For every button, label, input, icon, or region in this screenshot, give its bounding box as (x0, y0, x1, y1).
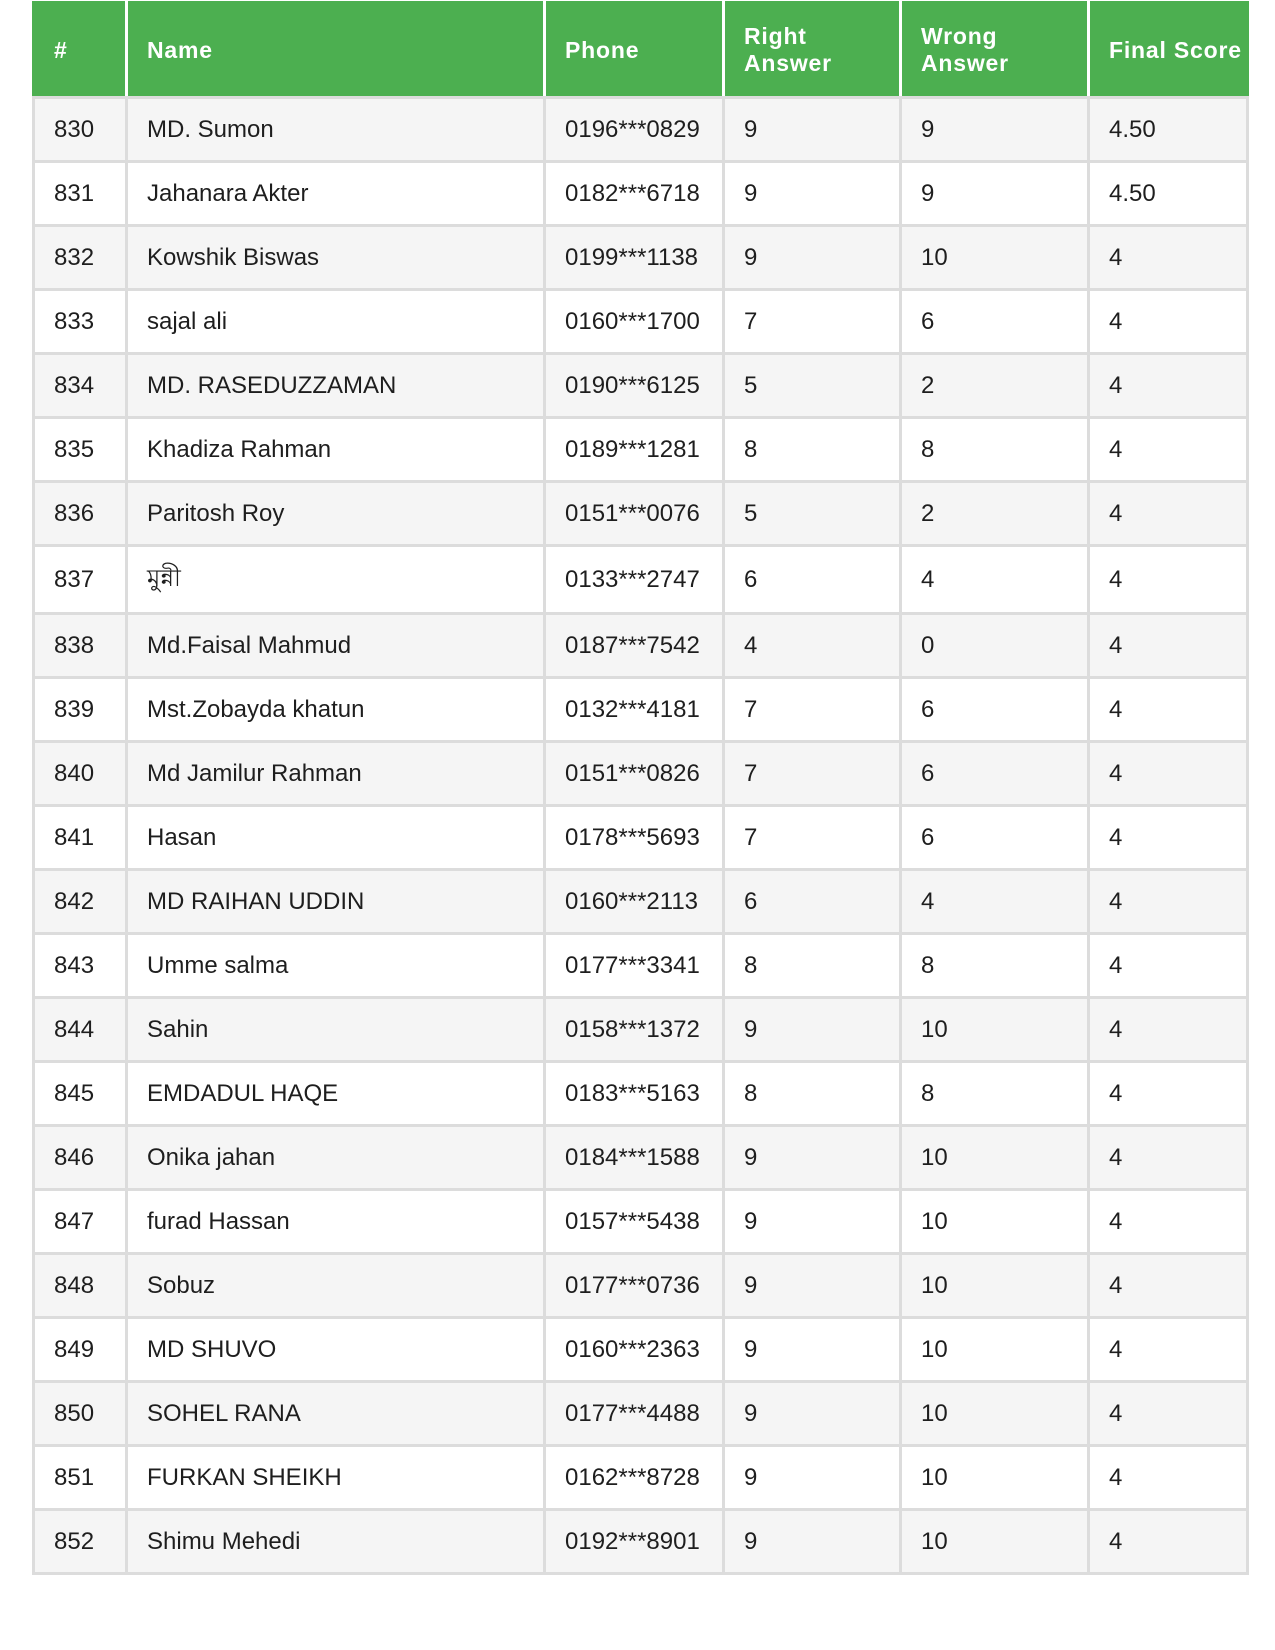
cell-wrong-answer: 8 (901, 934, 1089, 998)
cell-final-score: 4.50 (1089, 98, 1248, 162)
table-row (34, 482, 1248, 546)
cell-final-score: 4 (1089, 678, 1248, 742)
cell-index: 850 (34, 1382, 127, 1446)
table-header (34, 3, 1248, 98)
cell-wrong-answer: 6 (901, 742, 1089, 806)
cell-right-answer: 7 (724, 290, 901, 354)
cell-right-answer: 8 (724, 418, 901, 482)
cell-final-score: 4 (1089, 482, 1248, 546)
cell-final-score: 4 (1089, 226, 1248, 290)
cell-name: Kowshik Biswas (127, 226, 545, 290)
cell-phone: 0190***6125 (545, 354, 724, 418)
cell-index: 836 (34, 482, 127, 546)
table-row (34, 1318, 1248, 1382)
cell-phone: 0182***6718 (545, 162, 724, 226)
table-row (34, 1190, 1248, 1254)
cell-name: Md Jamilur Rahman (127, 742, 545, 806)
cell-phone: 0183***5163 (545, 1062, 724, 1126)
cell-wrong-answer: 10 (901, 1510, 1089, 1574)
cell-index: 842 (34, 870, 127, 934)
cell-name: SOHEL RANA (127, 1382, 545, 1446)
cell-index: 833 (34, 290, 127, 354)
cell-phone: 0192***8901 (545, 1510, 724, 1574)
cell-name: EMDADUL HAQE (127, 1062, 545, 1126)
cell-right-answer: 8 (724, 934, 901, 998)
cell-phone: 0157***5438 (545, 1190, 724, 1254)
header-wrong-answer[interactable]: Wrong Answer (901, 3, 1089, 98)
results-table (32, 1, 1249, 1575)
cell-index: 834 (34, 354, 127, 418)
cell-right-answer: 7 (724, 678, 901, 742)
cell-final-score: 4 (1089, 998, 1248, 1062)
cell-wrong-answer: 8 (901, 418, 1089, 482)
cell-final-score: 4 (1089, 806, 1248, 870)
cell-index: 831 (34, 162, 127, 226)
cell-wrong-answer: 9 (901, 98, 1089, 162)
cell-wrong-answer: 4 (901, 870, 1089, 934)
cell-phone: 0177***4488 (545, 1382, 724, 1446)
table-row (34, 1254, 1248, 1318)
cell-name: Onika jahan (127, 1126, 545, 1190)
cell-index: 838 (34, 614, 127, 678)
cell-name: furad Hassan (127, 1190, 545, 1254)
table-row (34, 1382, 1248, 1446)
table-body (34, 98, 1248, 1574)
cell-phone: 0177***3341 (545, 934, 724, 998)
cell-final-score: 4 (1089, 1446, 1248, 1510)
cell-final-score: 4 (1089, 934, 1248, 998)
cell-phone: 0160***1700 (545, 290, 724, 354)
cell-right-answer: 7 (724, 742, 901, 806)
table-row (34, 1510, 1248, 1574)
cell-wrong-answer: 8 (901, 1062, 1089, 1126)
cell-index: 852 (34, 1510, 127, 1574)
cell-wrong-answer: 4 (901, 546, 1089, 614)
cell-wrong-answer: 10 (901, 1318, 1089, 1382)
table-row (34, 418, 1248, 482)
cell-phone: 0151***0826 (545, 742, 724, 806)
cell-phone: 0132***4181 (545, 678, 724, 742)
cell-right-answer: 5 (724, 354, 901, 418)
cell-phone: 0184***1588 (545, 1126, 724, 1190)
table-row (34, 614, 1248, 678)
cell-index: 837 (34, 546, 127, 614)
cell-name: FURKAN SHEIKH (127, 1446, 545, 1510)
cell-name: Umme salma (127, 934, 545, 998)
cell-wrong-answer: 0 (901, 614, 1089, 678)
cell-index: 845 (34, 1062, 127, 1126)
cell-final-score: 4 (1089, 1062, 1248, 1126)
cell-phone: 0160***2363 (545, 1318, 724, 1382)
table-row (34, 998, 1248, 1062)
cell-wrong-answer: 10 (901, 1382, 1089, 1446)
cell-final-score: 4 (1089, 1190, 1248, 1254)
table-row (34, 806, 1248, 870)
cell-phone: 0133***2747 (545, 546, 724, 614)
cell-phone: 0151***0076 (545, 482, 724, 546)
cell-right-answer: 9 (724, 1126, 901, 1190)
cell-phone: 0162***8728 (545, 1446, 724, 1510)
cell-wrong-answer: 10 (901, 1446, 1089, 1510)
cell-phone: 0158***1372 (545, 998, 724, 1062)
cell-right-answer: 4 (724, 614, 901, 678)
cell-final-score: 4 (1089, 418, 1248, 482)
cell-right-answer: 6 (724, 546, 901, 614)
cell-index: 844 (34, 998, 127, 1062)
cell-index: 843 (34, 934, 127, 998)
cell-phone: 0189***1281 (545, 418, 724, 482)
cell-phone: 0160***2113 (545, 870, 724, 934)
cell-wrong-answer: 6 (901, 290, 1089, 354)
cell-name: Jahanara Akter (127, 162, 545, 226)
cell-index: 847 (34, 1190, 127, 1254)
table-row (34, 162, 1248, 226)
cell-right-answer: 5 (724, 482, 901, 546)
table-row (34, 546, 1248, 614)
table-row (34, 1126, 1248, 1190)
cell-index: 839 (34, 678, 127, 742)
cell-wrong-answer: 2 (901, 354, 1089, 418)
cell-name: MD. RASEDUZZAMAN (127, 354, 545, 418)
cell-wrong-answer: 9 (901, 162, 1089, 226)
cell-final-score: 4 (1089, 742, 1248, 806)
table-row (34, 1062, 1248, 1126)
table-row (34, 870, 1248, 934)
header-name[interactable]: Name (127, 3, 545, 98)
table-row (34, 290, 1248, 354)
cell-index: 832 (34, 226, 127, 290)
cell-right-answer: 9 (724, 1318, 901, 1382)
table-row (34, 98, 1248, 162)
header-row (34, 3, 1248, 98)
cell-name: Sahin (127, 998, 545, 1062)
cell-final-score: 4 (1089, 354, 1248, 418)
cell-name: Paritosh Roy (127, 482, 545, 546)
cell-wrong-answer: 10 (901, 1126, 1089, 1190)
table-row (34, 742, 1248, 806)
cell-name: MD. Sumon (127, 98, 545, 162)
cell-right-answer: 9 (724, 1510, 901, 1574)
table-row (34, 354, 1248, 418)
cell-index: 835 (34, 418, 127, 482)
cell-wrong-answer: 10 (901, 1190, 1089, 1254)
cell-right-answer: 9 (724, 1382, 901, 1446)
cell-index: 851 (34, 1446, 127, 1510)
cell-wrong-answer: 10 (901, 1254, 1089, 1318)
header-index[interactable]: # (34, 3, 127, 98)
cell-index: 840 (34, 742, 127, 806)
cell-name: Md.Faisal Mahmud (127, 614, 545, 678)
cell-index: 846 (34, 1126, 127, 1190)
cell-name: Sobuz (127, 1254, 545, 1318)
cell-name: sajal ali (127, 290, 545, 354)
header-final-score[interactable]: Final Score (1089, 3, 1248, 98)
cell-final-score: 4 (1089, 1382, 1248, 1446)
cell-phone: 0177***0736 (545, 1254, 724, 1318)
cell-name: Shimu Mehedi (127, 1510, 545, 1574)
cell-final-score: 4.50 (1089, 162, 1248, 226)
cell-final-score: 4 (1089, 546, 1248, 614)
cell-right-answer: 8 (724, 1062, 901, 1126)
cell-right-answer: 6 (724, 870, 901, 934)
table-row (34, 226, 1248, 290)
cell-index: 841 (34, 806, 127, 870)
cell-phone: 0199***1138 (545, 226, 724, 290)
cell-index: 830 (34, 98, 127, 162)
header-right-answer[interactable]: Right Answer (724, 3, 901, 98)
cell-wrong-answer: 10 (901, 226, 1089, 290)
cell-right-answer: 9 (724, 226, 901, 290)
cell-final-score: 4 (1089, 290, 1248, 354)
cell-right-answer: 9 (724, 1254, 901, 1318)
cell-right-answer: 9 (724, 998, 901, 1062)
cell-wrong-answer: 6 (901, 806, 1089, 870)
cell-index: 848 (34, 1254, 127, 1318)
cell-final-score: 4 (1089, 1126, 1248, 1190)
cell-right-answer: 9 (724, 162, 901, 226)
cell-right-answer: 9 (724, 1190, 901, 1254)
cell-phone: 0187***7542 (545, 614, 724, 678)
cell-phone: 0178***5693 (545, 806, 724, 870)
cell-name: Khadiza Rahman (127, 418, 545, 482)
cell-index: 849 (34, 1318, 127, 1382)
cell-wrong-answer: 2 (901, 482, 1089, 546)
cell-name: Mst.Zobayda khatun (127, 678, 545, 742)
table-row (34, 678, 1248, 742)
cell-final-score: 4 (1089, 1254, 1248, 1318)
cell-right-answer: 9 (724, 1446, 901, 1510)
cell-right-answer: 7 (724, 806, 901, 870)
cell-phone: 0196***0829 (545, 98, 724, 162)
cell-wrong-answer: 10 (901, 998, 1089, 1062)
cell-name: MD SHUVO (127, 1318, 545, 1382)
cell-final-score: 4 (1089, 614, 1248, 678)
cell-name: মুন্নী (127, 546, 545, 614)
cell-final-score: 4 (1089, 1510, 1248, 1574)
header-phone[interactable]: Phone (545, 3, 724, 98)
cell-final-score: 4 (1089, 870, 1248, 934)
cell-name: MD RAIHAN UDDIN (127, 870, 545, 934)
cell-right-answer: 9 (724, 98, 901, 162)
table-row (34, 1446, 1248, 1510)
cell-name: Hasan (127, 806, 545, 870)
cell-wrong-answer: 6 (901, 678, 1089, 742)
cell-final-score: 4 (1089, 1318, 1248, 1382)
table-row (34, 934, 1248, 998)
